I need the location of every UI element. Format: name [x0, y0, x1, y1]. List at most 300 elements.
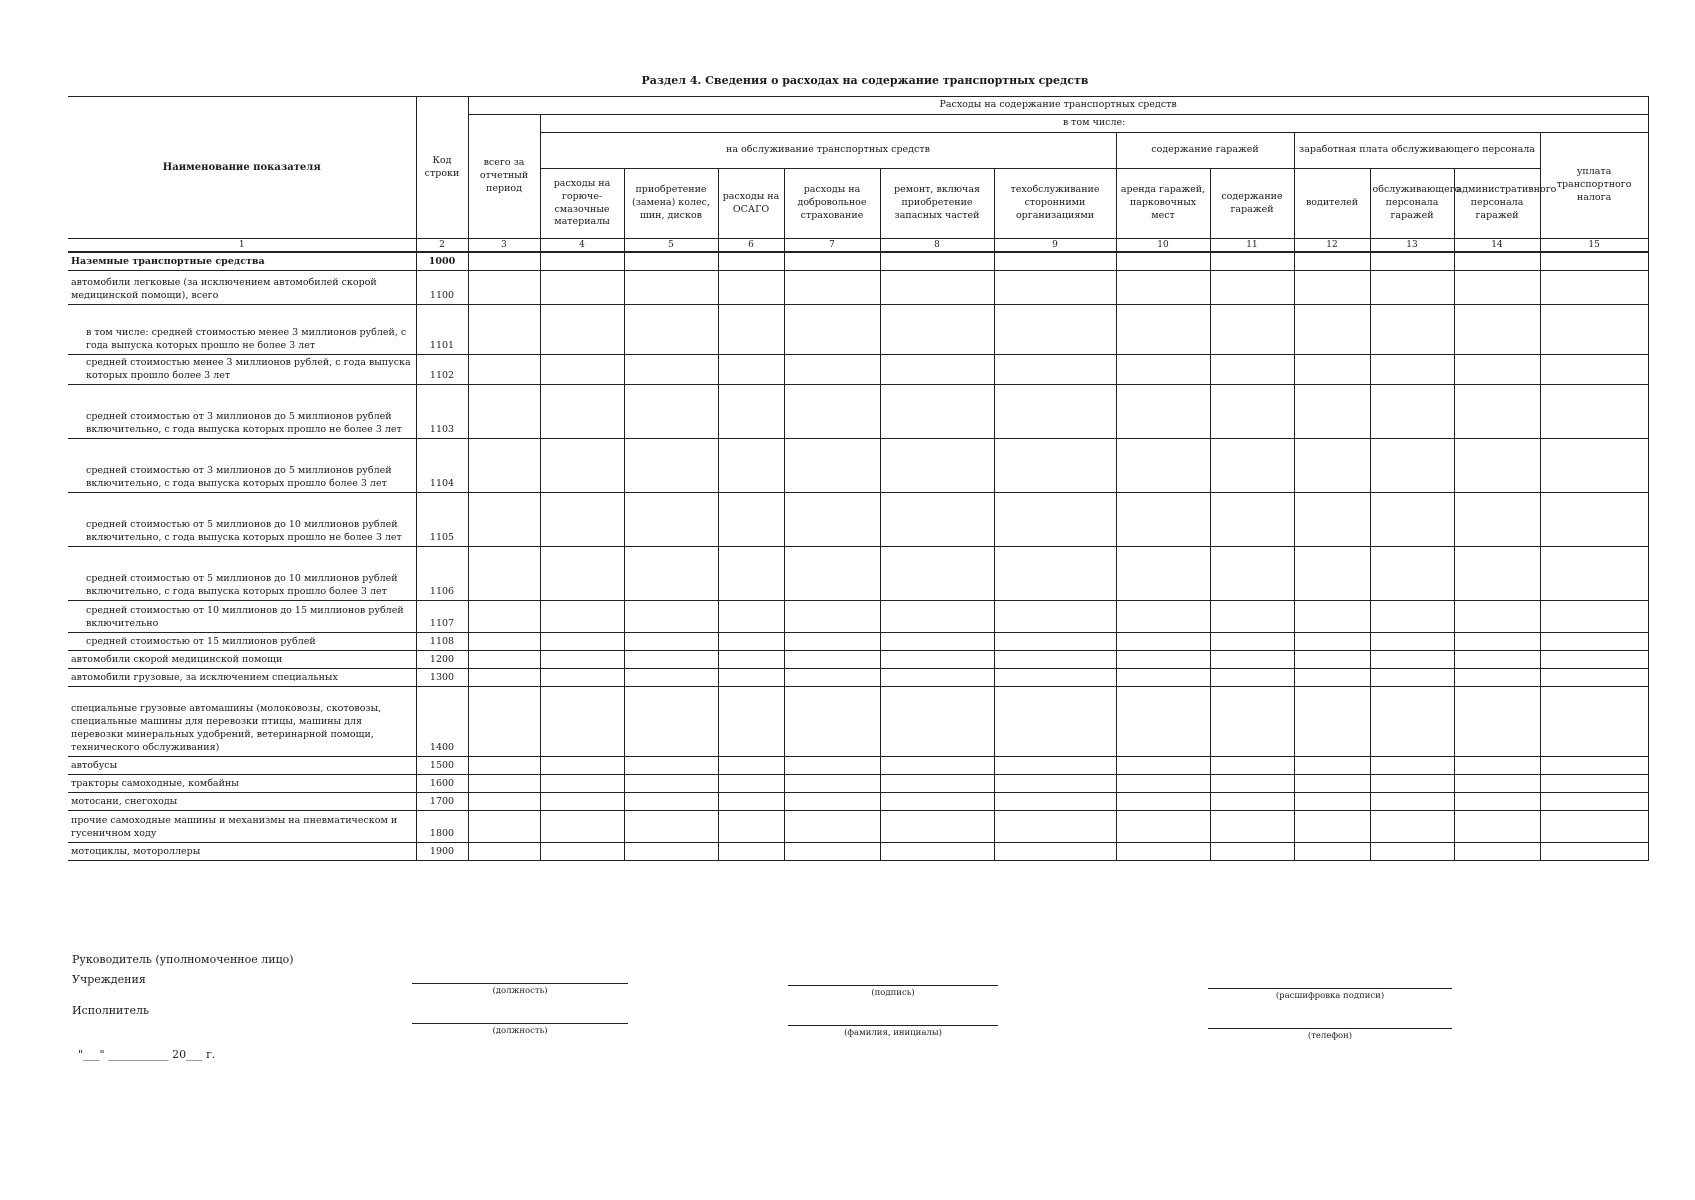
value-cell-col-11[interactable] — [1210, 810, 1294, 842]
value-cell-col-8[interactable] — [880, 354, 994, 384]
row-name: средней стоимостью от 3 миллионов до 5 миллионов рублей включительно, с года выпуска которых прошло не более 3 лет — [68, 384, 416, 438]
value-cell-col-9[interactable] — [994, 668, 1116, 686]
row-name: мотоциклы, мотороллеры — [68, 842, 416, 860]
value-cell-col-13[interactable] — [1370, 600, 1454, 632]
value-cell-col-8[interactable] — [880, 270, 994, 304]
value-cell-col-7[interactable] — [784, 756, 880, 774]
row-code: 1103 — [416, 384, 468, 438]
value-cell-col-9[interactable] — [994, 686, 1116, 756]
value-cell-col-12[interactable] — [1294, 842, 1370, 860]
value-cell-col-10[interactable] — [1116, 632, 1210, 650]
value-cell-col-6[interactable] — [718, 304, 784, 354]
value-cell-col-3[interactable] — [468, 632, 540, 650]
value-cell-col-15[interactable] — [1540, 600, 1648, 632]
value-cell-col-3[interactable] — [468, 438, 540, 492]
header-c11: содержание гаражей — [1210, 169, 1294, 239]
value-cell-col-11[interactable] — [1210, 632, 1294, 650]
value-cell-col-6[interactable] — [718, 600, 784, 632]
value-cell-col-13[interactable] — [1370, 810, 1454, 842]
value-cell-col-14[interactable] — [1454, 792, 1540, 810]
value-cell-col-13[interactable] — [1370, 270, 1454, 304]
value-cell-col-9[interactable] — [994, 270, 1116, 304]
position-line[interactable] — [412, 983, 628, 984]
value-cell-col-14[interactable] — [1454, 668, 1540, 686]
header-c8: ремонт, включая приобретение запасных частей — [880, 169, 994, 239]
value-cell-col-14[interactable] — [1454, 686, 1540, 756]
value-cell-col-11[interactable] — [1210, 774, 1294, 792]
value-cell-col-8[interactable] — [880, 546, 994, 600]
value-cell-col-5[interactable] — [624, 438, 718, 492]
value-cell-col-10[interactable] — [1116, 438, 1210, 492]
value-cell-col-4[interactable] — [540, 668, 624, 686]
table-row — [68, 792, 1648, 810]
value-cell-col-6[interactable] — [718, 632, 784, 650]
value-cell-col-15[interactable] — [1540, 632, 1648, 650]
value-cell-col-14[interactable] — [1454, 842, 1540, 860]
value-cell-col-4[interactable] — [540, 304, 624, 354]
date-line[interactable]: "___" ___________ 20___ г. — [78, 1048, 216, 1061]
value-cell-col-6[interactable] — [718, 774, 784, 792]
value-cell-col-8[interactable] — [880, 756, 994, 774]
value-cell-col-8[interactable] — [880, 632, 994, 650]
name-caption: (фамилия, инициалы) — [844, 1028, 942, 1038]
value-cell-col-11[interactable] — [1210, 354, 1294, 384]
table-row — [68, 600, 1648, 632]
value-cell-col-11[interactable] — [1210, 546, 1294, 600]
value-cell-col-3[interactable] — [468, 650, 540, 668]
value-cell-col-5[interactable] — [624, 756, 718, 774]
value-cell-col-9[interactable] — [994, 756, 1116, 774]
header-c10: аренда гаражей, парковочных мест — [1116, 169, 1210, 239]
value-cell-col-10[interactable] — [1116, 270, 1210, 304]
header-salary-group: заработная плата обслуживающего персонала — [1294, 133, 1540, 169]
value-cell-col-5[interactable] — [624, 632, 718, 650]
value-cell-col-14[interactable] — [1454, 354, 1540, 384]
column-number-11: 11 — [1210, 239, 1294, 253]
value-cell-col-12[interactable] — [1294, 632, 1370, 650]
value-cell-col-6[interactable] — [718, 546, 784, 600]
value-cell-col-15[interactable] — [1540, 492, 1648, 546]
row-name: автомобили легковые (за исключением автомобилей скорой медицинской помощи), всего — [68, 270, 416, 304]
value-cell-col-7[interactable] — [784, 686, 880, 756]
value-cell-col-14[interactable] — [1454, 810, 1540, 842]
value-cell-col-14[interactable] — [1454, 632, 1540, 650]
value-cell-col-7[interactable] — [784, 810, 880, 842]
value-cell-col-13[interactable] — [1370, 774, 1454, 792]
value-cell-col-7[interactable] — [784, 492, 880, 546]
value-cell-col-8[interactable] — [880, 384, 994, 438]
row-name: прочие самоходные машины и механизмы на пневматическом и гусеничном ходу — [68, 810, 416, 842]
value-cell-col-9[interactable] — [994, 304, 1116, 354]
phone-line[interactable] — [1208, 1028, 1452, 1029]
value-cell-col-10[interactable] — [1116, 686, 1210, 756]
value-cell-col-5[interactable] — [624, 774, 718, 792]
value-cell-col-4[interactable] — [540, 774, 624, 792]
value-cell-col-6[interactable] — [718, 792, 784, 810]
value-cell-col-12[interactable] — [1294, 270, 1370, 304]
value-cell-col-12[interactable] — [1294, 546, 1370, 600]
column-number-7: 7 — [784, 239, 880, 253]
value-cell-col-12[interactable] — [1294, 774, 1370, 792]
row-name: Наземные транспортные средства — [68, 252, 416, 270]
column-number-10: 10 — [1116, 239, 1210, 253]
value-cell-col-7[interactable] — [784, 270, 880, 304]
value-cell-col-10[interactable] — [1116, 384, 1210, 438]
value-cell-col-5[interactable] — [624, 792, 718, 810]
value-cell-col-9[interactable] — [994, 810, 1116, 842]
value-cell-col-5[interactable] — [624, 546, 718, 600]
value-cell-col-7[interactable] — [784, 438, 880, 492]
value-cell-col-15[interactable] — [1540, 252, 1648, 270]
header-c6: расходы на ОСАГО — [718, 169, 784, 239]
value-cell-col-5[interactable] — [624, 270, 718, 304]
value-cell-col-5[interactable] — [624, 384, 718, 438]
value-cell-col-11[interactable] — [1210, 438, 1294, 492]
value-cell-col-15[interactable] — [1540, 354, 1648, 384]
value-cell-col-4[interactable] — [540, 438, 624, 492]
row-code: 1100 — [416, 270, 468, 304]
value-cell-col-7[interactable] — [784, 668, 880, 686]
value-cell-col-15[interactable] — [1540, 546, 1648, 600]
value-cell-col-12[interactable] — [1294, 252, 1370, 270]
value-cell-col-10[interactable] — [1116, 668, 1210, 686]
value-cell-col-9[interactable] — [994, 632, 1116, 650]
section-title: Раздел 4. Сведения о расходах на содержание транспортных средств — [641, 74, 1089, 87]
value-cell-col-9[interactable] — [994, 650, 1116, 668]
value-cell-col-12[interactable] — [1294, 810, 1370, 842]
value-cell-col-6[interactable] — [718, 756, 784, 774]
value-cell-col-5[interactable] — [624, 686, 718, 756]
header-c12: водителей — [1294, 169, 1370, 239]
value-cell-col-11[interactable] — [1210, 304, 1294, 354]
value-cell-col-4[interactable] — [540, 270, 624, 304]
value-cell-col-13[interactable] — [1370, 354, 1454, 384]
header-service-group: на обслуживание транспортных средств — [540, 133, 1116, 169]
value-cell-col-10[interactable] — [1116, 252, 1210, 270]
value-cell-col-9[interactable] — [994, 792, 1116, 810]
header-name: Наименование показателя — [68, 97, 416, 239]
value-cell-col-3[interactable] — [468, 384, 540, 438]
row-name: тракторы самоходные, комбайны — [68, 774, 416, 792]
value-cell-col-12[interactable] — [1294, 668, 1370, 686]
value-cell-col-7[interactable] — [784, 842, 880, 860]
value-cell-col-11[interactable] — [1210, 492, 1294, 546]
value-cell-col-14[interactable] — [1454, 252, 1540, 270]
value-cell-col-9[interactable] — [994, 842, 1116, 860]
value-cell-col-14[interactable] — [1454, 600, 1540, 632]
value-cell-col-9[interactable] — [994, 354, 1116, 384]
value-cell-col-13[interactable] — [1370, 650, 1454, 668]
value-cell-col-8[interactable] — [880, 600, 994, 632]
table-row — [68, 354, 1648, 384]
value-cell-col-8[interactable] — [880, 492, 994, 546]
value-cell-col-15[interactable] — [1540, 270, 1648, 304]
value-cell-col-13[interactable] — [1370, 438, 1454, 492]
row-name: специальные грузовые автомашины (молоковозы, скотовозы, специальные машины для перевозки птицы, машины для перевозки минеральных удобрений, ветеринарной помощи, технического обслуживания) — [68, 686, 416, 756]
value-cell-col-4[interactable] — [540, 384, 624, 438]
row-code: 1500 — [416, 756, 468, 774]
row-code: 1106 — [416, 546, 468, 600]
value-cell-col-10[interactable] — [1116, 792, 1210, 810]
value-cell-col-5[interactable] — [624, 668, 718, 686]
value-cell-col-13[interactable] — [1370, 492, 1454, 546]
value-cell-col-3[interactable] — [468, 252, 540, 270]
value-cell-col-9[interactable] — [994, 774, 1116, 792]
value-cell-col-6[interactable] — [718, 252, 784, 270]
value-cell-col-5[interactable] — [624, 842, 718, 860]
value-cell-col-13[interactable] — [1370, 668, 1454, 686]
value-cell-col-12[interactable] — [1294, 756, 1370, 774]
table-row — [68, 810, 1648, 842]
value-cell-col-7[interactable] — [784, 600, 880, 632]
value-cell-col-12[interactable] — [1294, 438, 1370, 492]
value-cell-col-6[interactable] — [718, 492, 784, 546]
value-cell-col-4[interactable] — [540, 792, 624, 810]
value-cell-col-8[interactable] — [880, 438, 994, 492]
value-cell-col-4[interactable] — [540, 756, 624, 774]
value-cell-col-6[interactable] — [718, 650, 784, 668]
value-cell-col-6[interactable] — [718, 438, 784, 492]
value-cell-col-13[interactable] — [1370, 304, 1454, 354]
value-cell-col-8[interactable] — [880, 792, 994, 810]
value-cell-col-5[interactable] — [624, 304, 718, 354]
position-line-2[interactable] — [412, 1023, 628, 1024]
value-cell-col-12[interactable] — [1294, 686, 1370, 756]
column-number-14: 14 — [1454, 239, 1540, 253]
value-cell-col-15[interactable] — [1540, 842, 1648, 860]
value-cell-col-6[interactable] — [718, 810, 784, 842]
value-cell-col-7[interactable] — [784, 650, 880, 668]
value-cell-col-8[interactable] — [880, 304, 994, 354]
table-row — [68, 304, 1648, 354]
value-cell-col-3[interactable] — [468, 354, 540, 384]
value-cell-col-8[interactable] — [880, 668, 994, 686]
value-cell-col-11[interactable] — [1210, 384, 1294, 438]
value-cell-col-4[interactable] — [540, 546, 624, 600]
value-cell-col-15[interactable] — [1540, 810, 1648, 842]
value-cell-col-9[interactable] — [994, 252, 1116, 270]
value-cell-col-7[interactable] — [784, 354, 880, 384]
table-row — [68, 774, 1648, 792]
row-name: автомобили грузовые, за исключением специальных — [68, 668, 416, 686]
header-c9: техобслуживание сторонними организациями — [994, 169, 1116, 239]
value-cell-col-3[interactable] — [468, 810, 540, 842]
table-row — [68, 546, 1648, 600]
value-cell-col-14[interactable] — [1454, 304, 1540, 354]
value-cell-col-9[interactable] — [994, 438, 1116, 492]
signature-caption: (подпись) — [871, 988, 915, 998]
value-cell-col-3[interactable] — [468, 600, 540, 632]
value-cell-col-3[interactable] — [468, 304, 540, 354]
value-cell-col-14[interactable] — [1454, 438, 1540, 492]
value-cell-col-6[interactable] — [718, 668, 784, 686]
value-cell-col-4[interactable] — [540, 650, 624, 668]
value-cell-col-3[interactable] — [468, 842, 540, 860]
column-number-13: 13 — [1370, 239, 1454, 253]
value-cell-col-12[interactable] — [1294, 600, 1370, 632]
value-cell-col-3[interactable] — [468, 492, 540, 546]
value-cell-col-5[interactable] — [624, 810, 718, 842]
phone-caption: (телефон) — [1307, 1031, 1353, 1041]
value-cell-col-4[interactable] — [540, 354, 624, 384]
value-cell-col-13[interactable] — [1370, 792, 1454, 810]
value-cell-col-13[interactable] — [1370, 632, 1454, 650]
value-cell-col-5[interactable] — [624, 492, 718, 546]
value-cell-col-13[interactable] — [1370, 546, 1454, 600]
value-cell-col-7[interactable] — [784, 792, 880, 810]
value-cell-col-10[interactable] — [1116, 650, 1210, 668]
column-number-4: 4 — [540, 239, 624, 253]
table-row — [68, 668, 1648, 686]
row-code: 1400 — [416, 686, 468, 756]
value-cell-col-11[interactable] — [1210, 686, 1294, 756]
value-cell-col-3[interactable] — [468, 270, 540, 304]
value-cell-col-11[interactable] — [1210, 842, 1294, 860]
row-name: средней стоимостью от 10 миллионов до 15 миллионов рублей включительно — [68, 600, 416, 632]
value-cell-col-11[interactable] — [1210, 252, 1294, 270]
value-cell-col-9[interactable] — [994, 546, 1116, 600]
row-code: 1300 — [416, 668, 468, 686]
table-row — [68, 492, 1648, 546]
table-row — [68, 686, 1648, 756]
value-cell-col-10[interactable] — [1116, 842, 1210, 860]
value-cell-col-15[interactable] — [1540, 384, 1648, 438]
value-cell-col-14[interactable] — [1454, 774, 1540, 792]
row-name: автобусы — [68, 756, 416, 774]
value-cell-col-13[interactable] — [1370, 252, 1454, 270]
value-cell-col-10[interactable] — [1116, 600, 1210, 632]
value-cell-col-3[interactable] — [468, 774, 540, 792]
value-cell-col-12[interactable] — [1294, 650, 1370, 668]
value-cell-col-8[interactable] — [880, 810, 994, 842]
value-cell-col-3[interactable] — [468, 686, 540, 756]
value-cell-col-15[interactable] — [1540, 756, 1648, 774]
value-cell-col-10[interactable] — [1116, 546, 1210, 600]
position-caption: (должность) — [492, 986, 548, 996]
table-row — [68, 438, 1648, 492]
value-cell-col-6[interactable] — [718, 384, 784, 438]
value-cell-col-10[interactable] — [1116, 774, 1210, 792]
value-cell-col-7[interactable] — [784, 252, 880, 270]
value-cell-col-11[interactable] — [1210, 668, 1294, 686]
value-cell-col-11[interactable] — [1210, 792, 1294, 810]
value-cell-col-15[interactable] — [1540, 650, 1648, 668]
value-cell-col-4[interactable] — [540, 632, 624, 650]
value-cell-col-8[interactable] — [880, 774, 994, 792]
value-cell-col-4[interactable] — [540, 492, 624, 546]
header-c14: административного персонала гаражей — [1454, 169, 1540, 239]
value-cell-col-15[interactable] — [1540, 668, 1648, 686]
value-cell-col-5[interactable] — [624, 600, 718, 632]
value-cell-col-12[interactable] — [1294, 792, 1370, 810]
value-cell-col-6[interactable] — [718, 270, 784, 304]
value-cell-col-10[interactable] — [1116, 354, 1210, 384]
value-cell-col-11[interactable] — [1210, 270, 1294, 304]
row-code: 1700 — [416, 792, 468, 810]
value-cell-col-3[interactable] — [468, 546, 540, 600]
value-cell-col-11[interactable] — [1210, 600, 1294, 632]
value-cell-col-7[interactable] — [784, 546, 880, 600]
value-cell-col-14[interactable] — [1454, 650, 1540, 668]
row-code: 1600 — [416, 774, 468, 792]
value-cell-col-3[interactable] — [468, 756, 540, 774]
value-cell-col-13[interactable] — [1370, 842, 1454, 860]
value-cell-col-4[interactable] — [540, 842, 624, 860]
value-cell-col-15[interactable] — [1540, 792, 1648, 810]
value-cell-col-5[interactable] — [624, 650, 718, 668]
signature-decode-caption: (расшифровка подписи) — [1275, 991, 1385, 1001]
value-cell-col-6[interactable] — [718, 354, 784, 384]
value-cell-col-15[interactable] — [1540, 438, 1648, 492]
column-number-15: 15 — [1540, 239, 1648, 253]
value-cell-col-9[interactable] — [994, 384, 1116, 438]
value-cell-col-12[interactable] — [1294, 354, 1370, 384]
value-cell-col-7[interactable] — [784, 774, 880, 792]
value-cell-col-14[interactable] — [1454, 270, 1540, 304]
value-cell-col-3[interactable] — [468, 668, 540, 686]
column-number-6: 6 — [718, 239, 784, 253]
value-cell-col-11[interactable] — [1210, 756, 1294, 774]
value-cell-col-11[interactable] — [1210, 650, 1294, 668]
name-line[interactable] — [788, 1025, 998, 1026]
value-cell-col-15[interactable] — [1540, 774, 1648, 792]
row-code: 1200 — [416, 650, 468, 668]
value-cell-col-6[interactable] — [718, 686, 784, 756]
value-cell-col-13[interactable] — [1370, 686, 1454, 756]
header-total: всего за отчетный период — [468, 115, 540, 239]
value-cell-col-14[interactable] — [1454, 492, 1540, 546]
value-cell-col-4[interactable] — [540, 686, 624, 756]
value-cell-col-10[interactable] — [1116, 810, 1210, 842]
row-code: 1000 — [416, 252, 468, 270]
value-cell-col-12[interactable] — [1294, 492, 1370, 546]
value-cell-col-10[interactable] — [1116, 492, 1210, 546]
value-cell-col-8[interactable] — [880, 252, 994, 270]
value-cell-col-6[interactable] — [718, 842, 784, 860]
value-cell-col-3[interactable] — [468, 792, 540, 810]
value-cell-col-9[interactable] — [994, 492, 1116, 546]
value-cell-col-10[interactable] — [1116, 304, 1210, 354]
value-cell-col-15[interactable] — [1540, 304, 1648, 354]
value-cell-col-13[interactable] — [1370, 384, 1454, 438]
value-cell-col-13[interactable] — [1370, 756, 1454, 774]
signature-decode-line[interactable] — [1208, 988, 1452, 989]
value-cell-col-4[interactable] — [540, 810, 624, 842]
header-tax: уплата транспортного налога — [1540, 133, 1648, 239]
value-cell-col-10[interactable] — [1116, 756, 1210, 774]
value-cell-col-14[interactable] — [1454, 756, 1540, 774]
signature-line[interactable] — [788, 985, 998, 986]
value-cell-col-14[interactable] — [1454, 546, 1540, 600]
value-cell-col-4[interactable] — [540, 600, 624, 632]
value-cell-col-14[interactable] — [1454, 384, 1540, 438]
value-cell-col-5[interactable] — [624, 252, 718, 270]
value-cell-col-15[interactable] — [1540, 686, 1648, 756]
value-cell-col-4[interactable] — [540, 252, 624, 270]
value-cell-col-9[interactable] — [994, 600, 1116, 632]
value-cell-col-12[interactable] — [1294, 304, 1370, 354]
value-cell-col-7[interactable] — [784, 384, 880, 438]
expenses-table — [68, 96, 1649, 861]
column-number-2: 2 — [416, 239, 468, 253]
value-cell-col-8[interactable] — [880, 842, 994, 860]
value-cell-col-8[interactable] — [880, 686, 994, 756]
value-cell-col-12[interactable] — [1294, 384, 1370, 438]
value-cell-col-8[interactable] — [880, 650, 994, 668]
value-cell-col-5[interactable] — [624, 354, 718, 384]
value-cell-col-7[interactable] — [784, 632, 880, 650]
value-cell-col-7[interactable] — [784, 304, 880, 354]
